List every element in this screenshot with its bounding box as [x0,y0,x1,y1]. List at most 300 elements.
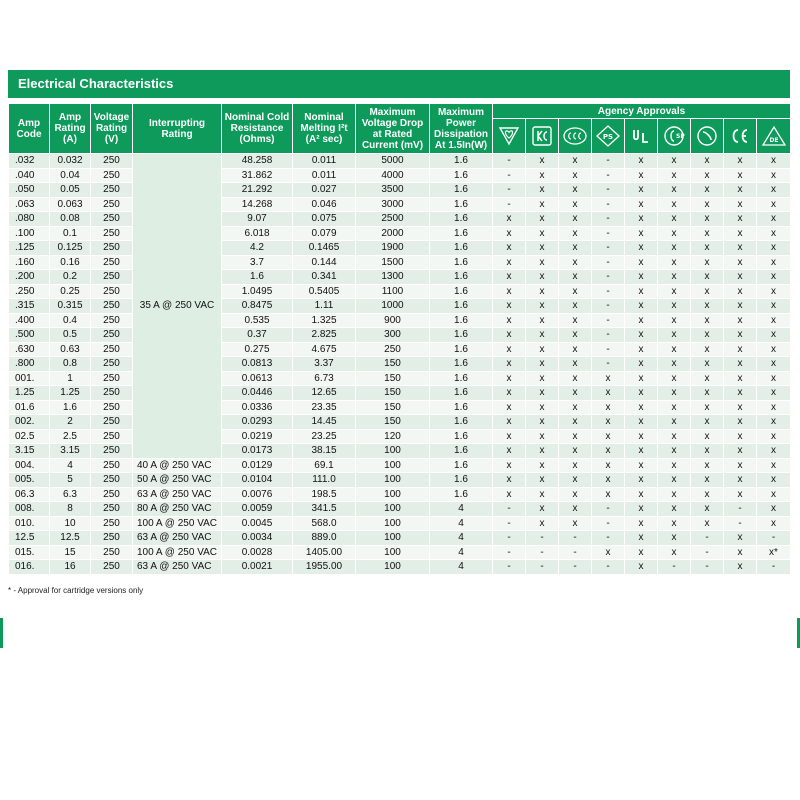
agency-approval-cell: x [691,154,724,169]
agency-approval-cell: x [724,197,757,212]
table-cell: 250 [91,328,133,343]
table-cell: 1.6 [430,270,493,285]
agency-approval-cell: x [658,502,691,517]
agency-approval-cell: x [526,444,559,459]
agency-approval-cell: x [658,313,691,328]
table-cell: 198.5 [293,487,356,502]
table-cell: 889.0 [293,531,356,546]
interrupting-rating-merged: 35 A @ 250 VAC [133,154,222,459]
agency-approval-cell: x [526,386,559,401]
table-cell: 0.0059 [222,502,293,517]
svg-text:SP: SP [676,133,685,140]
table-cell: 1.6 [430,226,493,241]
table-cell: 250 [91,255,133,270]
agency-approval-cell: - [691,545,724,560]
table-cell: 2 [50,415,91,430]
table-cell: 6.73 [293,371,356,386]
table-row [9,226,791,241]
agency-approval-cell: x [559,284,592,299]
agency-approval-cell: x [625,560,658,575]
agency-approval-cell: x [724,328,757,343]
table-cell: 3000 [356,197,430,212]
agency-approval-cell: x [724,299,757,314]
table-row [9,313,791,328]
agency-approval-cell: x [592,458,625,473]
agency-approval-cell: x [757,357,791,372]
table-cell: 250 [91,429,133,444]
agency-approval-cell: x [757,444,791,459]
agency-approval-cell: x [658,183,691,198]
table-cell: 0.341 [293,270,356,285]
table-cell: 341.5 [293,502,356,517]
agency-approval-cell: x [658,400,691,415]
table-cell: 0.079 [293,226,356,241]
table-cell: 1.6 [50,400,91,415]
agency-approval-cell: x [724,284,757,299]
agency-approval-cell: x [526,371,559,386]
agency-approval-cell: - [592,270,625,285]
table-cell: 21.292 [222,183,293,198]
table-cell: 0.0813 [222,357,293,372]
agency-approval-cell: x [592,400,625,415]
table-row [9,444,791,459]
agency-approval-cell: - [592,516,625,531]
agency-approval-cell: x [724,545,757,560]
amp-code-cell: .630 [9,342,50,357]
table-row [9,531,791,546]
table-cell: 3.7 [222,255,293,270]
agency-approval-cell: x [526,226,559,241]
agency-approval-cell: x [691,502,724,517]
agency-approval-cell: x [526,299,559,314]
table-cell: 4000 [356,168,430,183]
agency-approval-cell: x [658,197,691,212]
table-cell: 0.0028 [222,545,293,560]
agency-approval-cell: x [625,328,658,343]
agency-approval-cell: x [625,154,658,169]
agency-approval-cell: x [526,168,559,183]
amp-code-cell: 005. [9,473,50,488]
agency-approval-cell: - [526,545,559,560]
agency-approval-cell: - [493,545,526,560]
agency-approval-cell: x [493,328,526,343]
agency-approval-cell: - [493,502,526,517]
agency-approval-cell: - [691,531,724,546]
agency-approval-cell: x [526,255,559,270]
agency-approval-cell: x [691,487,724,502]
agency-approval-cell: - [658,560,691,575]
agency-approval-cell: x [625,255,658,270]
table-cell: 14.268 [222,197,293,212]
table-cell: 0.0219 [222,429,293,444]
agency-approval-cell: x [757,255,791,270]
agency-approval-cell: x [658,357,691,372]
agency-approval-cell: x [658,342,691,357]
amp-code-cell: .500 [9,328,50,343]
agency-approval-cell: x [691,241,724,256]
agency-approval-cell: x [724,342,757,357]
agency-approval-cell: x [658,516,691,531]
table-cell: 3.15 [50,444,91,459]
agency-approval-cell: x [625,241,658,256]
table-cell: 12.5 [50,531,91,546]
agency-approval-cell: x [658,458,691,473]
agency-approval-cell: x [757,313,791,328]
agency-approval-cell: x [757,154,791,169]
table-cell: 250 [91,371,133,386]
agency-approval-cell: x [559,400,592,415]
table-cell: 6.3 [50,487,91,502]
table-cell: 5 [50,473,91,488]
table-cell: 1405.00 [293,545,356,560]
agency-approval-cell: - [559,545,592,560]
amp-code-cell: .125 [9,241,50,256]
table-cell: 100 [356,560,430,575]
table-cell: 1.6 [430,386,493,401]
table-cell: 23.25 [293,429,356,444]
table-row [9,168,791,183]
interrupting-rating-cell: 63 A @ 250 VAC [133,560,222,575]
agency-approval-cell: x [559,154,592,169]
table-cell: 1.6 [430,241,493,256]
table-cell: 568.0 [293,516,356,531]
agency-approval-cell: x [625,458,658,473]
agency-approval-cell: x [493,212,526,227]
agency-approval-cell: x [493,487,526,502]
table-cell: 4 [430,516,493,531]
agency-approval-cell: x [526,313,559,328]
agency-approval-cell: x [592,415,625,430]
agency-approval-cell: - [592,284,625,299]
table-row [9,400,791,415]
table-cell: 0.08 [50,212,91,227]
agency-approval-cell: x [658,371,691,386]
agency-approval-cell: - [493,516,526,531]
table-cell: 1.6 [222,270,293,285]
agency-approval-cell: x [559,212,592,227]
agency-approval-cell: x [526,284,559,299]
agency-approval-cell: x [559,458,592,473]
agency-approval-cell: x [724,226,757,241]
agency-approval-cell: x [625,357,658,372]
amp-code-cell: 008. [9,502,50,517]
agency-approval-cell: x [625,516,658,531]
table-cell: 8 [50,502,91,517]
agency-approval-cell: x [526,270,559,285]
kc-heart-icon [493,119,526,154]
agency-approval-cell: x [724,560,757,575]
table-cell: 3.37 [293,357,356,372]
agency-approval-cell: x [493,270,526,285]
table-cell: 4 [430,531,493,546]
table-cell: 1900 [356,241,430,256]
table-cell: 2.5 [50,429,91,444]
agency-approval-cell: x [658,415,691,430]
table-cell: 9.07 [222,212,293,227]
agency-approval-cell: x [493,357,526,372]
agency-approval-cell: x [658,299,691,314]
table-cell: 100 [356,458,430,473]
agency-approval-cell: - [592,502,625,517]
agency-approval-cell: x [757,516,791,531]
agency-approval-cell: x [691,183,724,198]
agency-approval-cell: x [691,313,724,328]
agency-approval-cell: x [625,342,658,357]
table-cell: 1.25 [50,386,91,401]
table-cell: 0.05 [50,183,91,198]
agency-approval-cell: - [592,168,625,183]
table-cell: 250 [91,516,133,531]
table-row [9,154,791,169]
agency-approval-cell: x [691,284,724,299]
agency-approval-cell: x [493,255,526,270]
amp-code-cell: .032 [9,154,50,169]
table-cell: 0.011 [293,168,356,183]
agency-approval-cell: x [493,226,526,241]
agency-approval-cell: x [526,328,559,343]
table-cell: 31.862 [222,168,293,183]
table-cell: 150 [356,415,430,430]
agency-approval-cell: x [493,444,526,459]
agency-approval-cell: x [757,270,791,285]
table-cell: 250 [91,415,133,430]
table-row [9,212,791,227]
pse-diamond-icon [592,119,625,154]
table-cell: 2.825 [293,328,356,343]
agency-approval-cell: x [559,386,592,401]
table-cell: 250 [91,313,133,328]
agency-approval-cell: x [724,313,757,328]
agency-approval-cell: x [691,429,724,444]
agency-approval-cell: x [526,154,559,169]
table-cell: 111.0 [293,473,356,488]
table-row [9,357,791,372]
table-cell: 250 [91,400,133,415]
table-cell: 100 [356,531,430,546]
table-cell: 4.2 [222,241,293,256]
amp-code-cell: .200 [9,270,50,285]
agency-approval-cell: x [625,545,658,560]
agency-approval-cell: x [724,415,757,430]
table-cell: 0.0173 [222,444,293,459]
agency-approval-cell: x [724,270,757,285]
agency-approval-cell: x [691,415,724,430]
agency-approval-cell: x [493,429,526,444]
col-interrupting-rating: Interrupting Rating [133,104,222,154]
agency-approval-cell: x [625,183,658,198]
agency-approval-cell: x [691,458,724,473]
table-cell: 0.0293 [222,415,293,430]
agency-approval-cell: x [691,400,724,415]
amp-code-cell: .063 [9,197,50,212]
table-cell: 0.04 [50,168,91,183]
agency-approval-cell: - [592,531,625,546]
agency-approval-cell: x [625,313,658,328]
agency-approval-cell: x [757,168,791,183]
table-cell: 4 [430,502,493,517]
agency-approval-cell: x [625,226,658,241]
agency-approval-cell: x [724,429,757,444]
table-row [9,502,791,517]
agency-approval-cell: x [559,516,592,531]
agency-approval-cell: x [724,458,757,473]
table-cell: 250 [91,531,133,546]
amp-code-cell: 01.6 [9,400,50,415]
table-row [9,386,791,401]
table-cell: 250 [91,545,133,560]
agency-approval-cell: x [625,212,658,227]
table-cell: 250 [91,487,133,502]
table-cell: 2000 [356,226,430,241]
table-cell: 150 [356,357,430,372]
agency-approval-cell: x [559,299,592,314]
page-title: Electrical Characteristics [18,76,174,91]
amp-code-cell: .160 [9,255,50,270]
agency-approval-cell: x [526,502,559,517]
agency-approval-cell: x [658,241,691,256]
table-cell: 250 [91,342,133,357]
agency-approval-cell: - [592,212,625,227]
table-cell: 38.15 [293,444,356,459]
agency-approval-cell: x [526,415,559,430]
agency-approval-cell: - [757,531,791,546]
amp-code-cell: .050 [9,183,50,198]
table-cell: 150 [356,400,430,415]
table-cell: 1.6 [430,400,493,415]
table-row [9,183,791,198]
agency-approval-cell: - [691,560,724,575]
agency-approval-cell: x [658,270,691,285]
table-cell: 250 [91,502,133,517]
table-cell: 0.011 [293,154,356,169]
table-body [9,154,791,575]
agency-approval-cell: x [625,429,658,444]
table-cell: 0.032 [50,154,91,169]
table-cell: 4 [430,545,493,560]
col-voltage-drop: Maximum Voltage Drop at Rated Current (mV) [356,104,430,154]
table-cell: 0.535 [222,313,293,328]
table-cell: 0.25 [50,284,91,299]
agency-approval-cell: x [691,386,724,401]
table-cell: 250 [91,212,133,227]
agency-approval-cell: - [493,154,526,169]
table-cell: 100 [356,473,430,488]
interrupting-rating-cell: 40 A @ 250 VAC [133,458,222,473]
table-cell: 0.37 [222,328,293,343]
agency-approval-cell: x [691,212,724,227]
amp-code-cell: .100 [9,226,50,241]
col-amp-code: Amp Code [9,104,50,154]
agency-approval-cell: x [493,342,526,357]
agency-approval-cell: - [757,560,791,575]
agency-approval-cell: - [493,197,526,212]
table-cell: 1.11 [293,299,356,314]
table-cell: 120 [356,429,430,444]
agency-approval-cell: - [559,560,592,575]
agency-approval-cell: x [757,429,791,444]
agency-approval-cell: x [658,168,691,183]
agency-approval-cell: - [592,154,625,169]
agency-approval-cell: x [526,429,559,444]
table-cell: 1.6 [430,183,493,198]
table-cell: 48.258 [222,154,293,169]
agency-approval-cell: x [691,342,724,357]
agency-approval-cell: x [559,371,592,386]
amp-code-cell: 010. [9,516,50,531]
agency-approval-cell: x [658,284,691,299]
agency-approval-cell: x [658,473,691,488]
table-cell: 1.6 [430,487,493,502]
col-amp-rating: Amp Rating (A) [50,104,91,154]
agency-approval-cell: x [724,357,757,372]
table-cell: 250 [91,270,133,285]
table-cell: 1100 [356,284,430,299]
table-cell: 0.063 [50,197,91,212]
table-cell: 250 [91,226,133,241]
agency-approval-cell: x [559,357,592,372]
agency-approval-cell: x [691,357,724,372]
agency-approval-cell: x [691,270,724,285]
amp-code-cell: 12.5 [9,531,50,546]
agency-approval-cell: x [559,444,592,459]
table-cell: 250 [356,342,430,357]
agency-approval-cell: x [526,473,559,488]
semko-icon [691,119,724,154]
col-melting-i2t: Nominal Melting I²t (A² sec) [293,104,356,154]
agency-approval-cell: - [592,313,625,328]
table-cell: 1.6 [430,299,493,314]
vde-triangle-icon [757,119,791,154]
agency-approval-cell: - [493,560,526,575]
agency-approval-cell: x [559,473,592,488]
table-cell: 0.63 [50,342,91,357]
table-cell: 0.1465 [293,241,356,256]
agency-approval-cell: x [493,313,526,328]
table-cell: 1.0495 [222,284,293,299]
table-cell: 0.8475 [222,299,293,314]
amp-code-cell: .800 [9,357,50,372]
table-cell: 0.027 [293,183,356,198]
agency-approval-cell: x [724,444,757,459]
col-cold-resistance: Nominal Cold Resistance (Ohms) [222,104,293,154]
agency-approval-cell: x [757,371,791,386]
agency-approval-cell: x [724,168,757,183]
amp-code-cell: .080 [9,212,50,227]
table-row [9,560,791,575]
agency-approval-cell: x [526,516,559,531]
table-row [9,328,791,343]
agency-approval-cell: x [757,415,791,430]
agency-approval-cell: x [757,458,791,473]
table-cell: 0.046 [293,197,356,212]
svg-text:DE: DE [768,137,779,144]
agency-approval-cell: x [724,241,757,256]
agency-approval-cell: x [592,473,625,488]
agency-approval-cell: - [592,328,625,343]
agency-approval-cell: x [691,473,724,488]
table-cell: 900 [356,313,430,328]
table-cell: 150 [356,371,430,386]
agency-approval-cell: x [493,371,526,386]
agency-approval-cell: x [493,284,526,299]
agency-approval-cell: x [625,400,658,415]
agency-approval-cell: x [625,270,658,285]
agency-approval-cell: x [592,444,625,459]
agency-approval-cell: - [724,502,757,517]
table-row [9,342,791,357]
table-row [9,429,791,444]
agency-approval-cell: - [592,197,625,212]
